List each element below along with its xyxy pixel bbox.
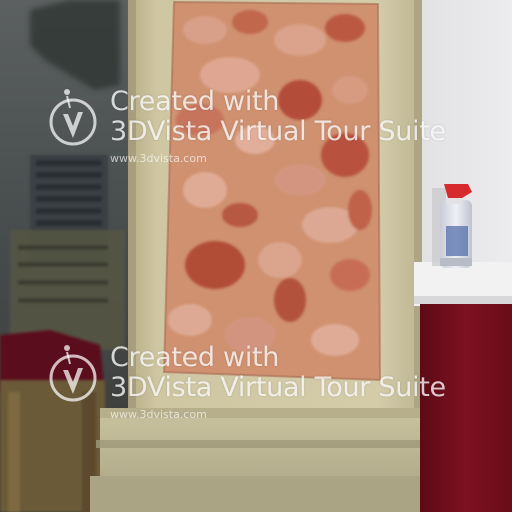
watermark-line2: 3DVista Virtual Tour Suite [110, 372, 446, 403]
watermark-line1: Created with [110, 342, 280, 373]
watermark-line2: 3DVista Virtual Tour Suite [110, 116, 446, 147]
marble-plaque [164, 2, 380, 380]
watermark-line1: Created with [110, 86, 280, 117]
red-cloth [420, 304, 512, 512]
watermark-url: www.3dvista.com [110, 152, 207, 165]
watermark-url: www.3dvista.com [110, 408, 207, 421]
